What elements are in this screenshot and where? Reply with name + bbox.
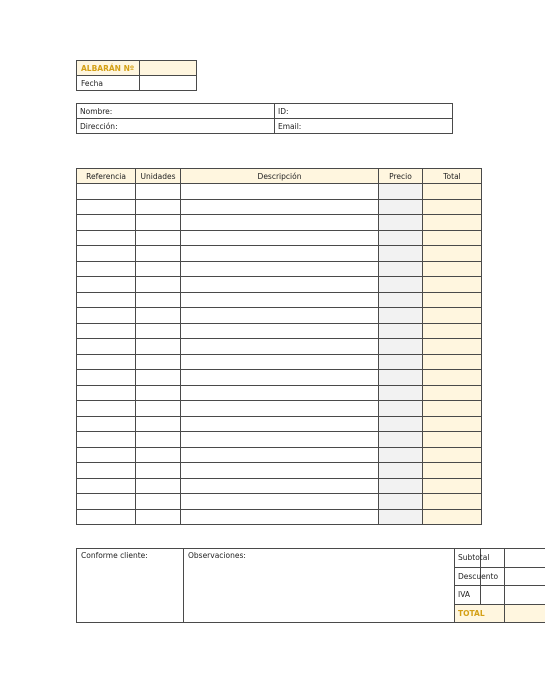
table-row — [77, 277, 482, 293]
cell-total[interactable] — [423, 261, 482, 277]
table-row — [77, 184, 482, 200]
cell-referencia[interactable] — [77, 416, 136, 432]
cell-unidades[interactable] — [136, 416, 181, 432]
cell-total[interactable] — [423, 478, 482, 494]
items-body — [77, 184, 482, 525]
total-label: TOTAL — [455, 604, 505, 623]
albaran-number-field[interactable] — [140, 61, 197, 76]
cell-referencia[interactable] — [77, 230, 136, 246]
cell-precio[interactable] — [379, 308, 423, 324]
column-header-precio: Precio — [379, 169, 423, 184]
cell-precio[interactable] — [379, 230, 423, 246]
footer-box — [76, 548, 499, 623]
cell-unidades[interactable] — [136, 370, 181, 386]
cell-descripcion[interactable] — [181, 370, 379, 386]
cell-unidades[interactable] — [136, 261, 181, 277]
table-row — [77, 199, 482, 215]
nombre-field[interactable] — [77, 104, 275, 119]
table-row — [77, 447, 482, 463]
cell-unidades[interactable] — [136, 184, 181, 200]
table-row — [77, 261, 482, 277]
cell-unidades[interactable] — [136, 199, 181, 215]
cell-descripcion[interactable] — [181, 215, 379, 231]
cell-descripcion[interactable] — [181, 277, 379, 293]
albaran-box — [76, 60, 197, 91]
cell-descripcion[interactable] — [181, 447, 379, 463]
cell-referencia[interactable] — [77, 478, 136, 494]
items-table — [76, 168, 482, 525]
table-row — [77, 478, 482, 494]
cell-precio[interactable] — [379, 246, 423, 262]
direccion-field[interactable] — [77, 119, 275, 134]
cell-unidades[interactable] — [136, 401, 181, 417]
descuento-field[interactable] — [505, 567, 545, 586]
cell-total[interactable] — [423, 494, 482, 510]
cell-precio[interactable] — [379, 385, 423, 401]
table-row — [77, 494, 482, 510]
cell-descripcion[interactable] — [181, 432, 379, 448]
cell-descripcion[interactable] — [181, 494, 379, 510]
cell-precio[interactable] — [379, 432, 423, 448]
cell-total[interactable] — [423, 447, 482, 463]
id-field[interactable] — [275, 104, 453, 119]
cell-referencia[interactable] — [77, 215, 136, 231]
cell-precio[interactable] — [379, 215, 423, 231]
cell-referencia[interactable] — [77, 432, 136, 448]
table-row — [77, 401, 482, 417]
cell-unidades[interactable] — [136, 494, 181, 510]
table-row — [77, 509, 482, 525]
cell-total[interactable] — [423, 215, 482, 231]
iva-field[interactable] — [505, 586, 545, 605]
cell-unidades[interactable] — [136, 308, 181, 324]
conforme-cliente-field[interactable] — [77, 549, 184, 622]
cell-precio[interactable] — [379, 277, 423, 293]
cell-precio[interactable] — [379, 478, 423, 494]
cell-total[interactable] — [423, 184, 482, 200]
cell-precio[interactable] — [379, 509, 423, 525]
cell-referencia[interactable] — [77, 246, 136, 262]
column-header-unidades: Unidades — [136, 169, 181, 184]
column-header-descripcion: Descripción — [181, 169, 379, 184]
table-row — [77, 416, 482, 432]
cell-precio[interactable] — [379, 447, 423, 463]
cell-total[interactable] — [423, 370, 482, 386]
cell-total[interactable] — [423, 292, 482, 308]
table-row — [77, 354, 482, 370]
cell-referencia[interactable] — [77, 261, 136, 277]
cell-descripcion[interactable] — [181, 416, 379, 432]
cell-descripcion[interactable] — [181, 308, 379, 324]
subtotal-field[interactable] — [505, 549, 545, 568]
cell-descripcion[interactable] — [181, 292, 379, 308]
cell-descripcion[interactable] — [181, 509, 379, 525]
cell-total[interactable] — [423, 308, 482, 324]
cell-descripcion[interactable] — [181, 478, 379, 494]
email-field[interactable] — [275, 119, 453, 134]
cell-referencia[interactable] — [77, 199, 136, 215]
cell-total[interactable] — [423, 401, 482, 417]
table-row — [77, 463, 482, 479]
cell-referencia[interactable] — [77, 354, 136, 370]
client-box — [76, 103, 453, 134]
cell-unidades[interactable] — [136, 230, 181, 246]
column-header-referencia: Referencia — [77, 169, 136, 184]
cell-total[interactable] — [423, 277, 482, 293]
cell-total[interactable] — [423, 416, 482, 432]
column-header-total: Total — [423, 169, 482, 184]
cell-total[interactable] — [423, 230, 482, 246]
cell-total[interactable] — [423, 339, 482, 355]
table-row — [77, 370, 482, 386]
cell-referencia[interactable] — [77, 277, 136, 293]
conforme-cliente-label: Conforme cliente: — [81, 551, 148, 560]
cell-descripcion[interactable] — [181, 401, 379, 417]
albaran-label: ALBARÁN Nº — [77, 61, 140, 76]
table-row — [77, 292, 482, 308]
cell-unidades[interactable] — [136, 432, 181, 448]
table-row — [77, 385, 482, 401]
cell-referencia[interactable] — [77, 494, 136, 510]
cell-unidades[interactable] — [136, 215, 181, 231]
cell-referencia[interactable] — [77, 463, 136, 479]
descuento-label: Descuento — [455, 567, 505, 586]
nombre-label: Nombre: — [80, 106, 113, 116]
table-row — [77, 339, 482, 355]
items-header-row — [77, 169, 482, 184]
id-label: ID: — [278, 106, 289, 116]
cell-descripcion[interactable] — [181, 199, 379, 215]
cell-descripcion[interactable] — [181, 323, 379, 339]
cell-precio[interactable] — [379, 370, 423, 386]
cell-unidades[interactable] — [136, 478, 181, 494]
table-row — [77, 432, 482, 448]
table-row — [77, 230, 482, 246]
cell-total[interactable] — [423, 323, 482, 339]
cell-unidades[interactable] — [136, 463, 181, 479]
cell-referencia[interactable] — [77, 184, 136, 200]
cell-precio[interactable] — [379, 323, 423, 339]
cell-precio[interactable] — [379, 184, 423, 200]
email-label: Email: — [278, 121, 302, 131]
iva-label: IVA — [455, 586, 505, 605]
cell-unidades[interactable] — [136, 323, 181, 339]
cell-unidades[interactable] — [136, 292, 181, 308]
cell-precio[interactable] — [379, 354, 423, 370]
cell-descripcion[interactable] — [181, 339, 379, 355]
cell-unidades[interactable] — [136, 447, 181, 463]
cell-descripcion[interactable] — [181, 246, 379, 262]
cell-total[interactable] — [423, 246, 482, 262]
table-row — [77, 323, 482, 339]
cell-descripcion[interactable] — [181, 230, 379, 246]
cell-referencia[interactable] — [77, 370, 136, 386]
cell-referencia[interactable] — [77, 401, 136, 417]
cell-descripcion[interactable] — [181, 385, 379, 401]
cell-unidades[interactable] — [136, 385, 181, 401]
table-row — [77, 308, 482, 324]
direccion-label: Dirección: — [80, 121, 118, 131]
cell-precio[interactable] — [379, 401, 423, 417]
cell-precio[interactable] — [379, 463, 423, 479]
cell-referencia[interactable] — [77, 339, 136, 355]
cell-descripcion[interactable] — [181, 261, 379, 277]
cell-unidades[interactable] — [136, 354, 181, 370]
table-row — [77, 215, 482, 231]
cell-referencia[interactable] — [77, 509, 136, 525]
observaciones-label: Observaciones: — [188, 551, 246, 560]
cell-total[interactable] — [423, 385, 482, 401]
cell-unidades[interactable] — [136, 509, 181, 525]
cell-precio[interactable] — [379, 494, 423, 510]
observaciones-field[interactable] — [184, 549, 455, 622]
cell-precio[interactable] — [379, 416, 423, 432]
cell-precio[interactable] — [379, 339, 423, 355]
total-field[interactable] — [505, 604, 545, 623]
cell-referencia[interactable] — [77, 323, 136, 339]
cell-total[interactable] — [423, 463, 482, 479]
cell-referencia[interactable] — [77, 308, 136, 324]
cell-total[interactable] — [423, 509, 482, 525]
cell-descripcion[interactable] — [181, 354, 379, 370]
cell-unidades[interactable] — [136, 277, 181, 293]
totals-table — [454, 548, 545, 623]
fecha-field[interactable] — [140, 76, 197, 91]
cell-precio[interactable] — [379, 292, 423, 308]
fecha-label: Fecha — [77, 76, 140, 91]
cell-unidades[interactable] — [136, 246, 181, 262]
cell-referencia[interactable] — [77, 447, 136, 463]
cell-unidades[interactable] — [136, 339, 181, 355]
cell-precio[interactable] — [379, 261, 423, 277]
subtotal-label: Subtotal — [455, 549, 505, 568]
cell-total[interactable] — [423, 199, 482, 215]
cell-descripcion[interactable] — [181, 463, 379, 479]
cell-referencia[interactable] — [77, 385, 136, 401]
cell-total[interactable] — [423, 354, 482, 370]
cell-descripcion[interactable] — [181, 184, 379, 200]
table-row — [77, 246, 482, 262]
cell-total[interactable] — [423, 432, 482, 448]
cell-referencia[interactable] — [77, 292, 136, 308]
cell-precio[interactable] — [379, 199, 423, 215]
